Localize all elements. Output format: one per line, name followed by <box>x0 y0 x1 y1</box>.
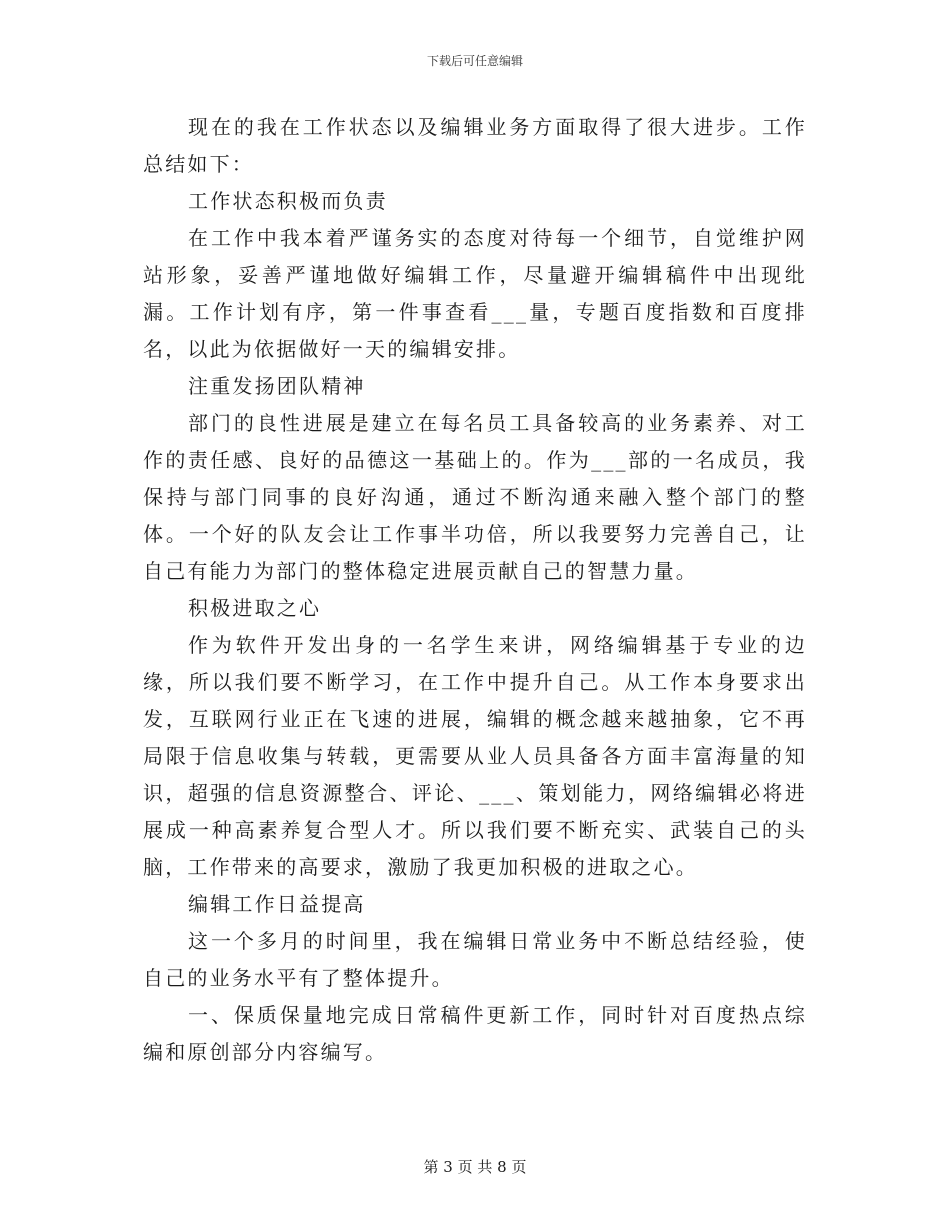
paragraph-editing-improvement: 这一个多月的时间里，我在编辑日常业务中不断总结经验，使自己的业务水平有了整体提升。 <box>143 929 807 990</box>
document-body <box>143 109 807 1071</box>
section-heading-team-spirit: 注重发扬团队精神 <box>188 374 366 398</box>
section-heading-enterprising: 积极进取之心 <box>188 596 322 620</box>
paragraph-enterprising: 作为软件开发出身的一名学生来讲，网络编辑基于专业的边缘，所以我们要不断学习，在工作中提升自己。从工作本身要求出发，互联网行业正在飞速的进展，编辑的概念越来越抽象，它不再局限于信息收集与转载，更需要从业人员具备各方面丰富海量的知识，超强的信息资源整合、评论、___、策划能力，网络编辑必将进展成一种高素养复合型人才。所以我们要不断充实、武装自己的头脑，工作带来的高要求，激励了我更加积极的进取之心。 <box>143 633 807 879</box>
page-footer: 第 3 页 共 8 页 <box>423 1158 527 1176</box>
paragraph-work-status: 在工作中我本着严谨务实的态度对待每一个细节，自觉维护网站形象，妥善严谨地做好编辑工作，尽量避开编辑稿件中出现纰漏。工作计划有序，第一件事查看___量，专题百度指数和百度排名，以此为依据做好一天的编辑安排。 <box>143 226 807 361</box>
page-header: 下载后可任意编辑 <box>426 54 523 68</box>
section-heading-editing-improvement: 编辑工作日益提高 <box>188 892 366 916</box>
paragraph-item-one: 一、保质保量地完成日常稿件更新工作，同时针对百度热点综编和原创部分内容编写。 <box>143 1003 807 1064</box>
paragraph-intro: 现在的我在工作状态以及编辑业务方面取得了很大进步。工作总结如下： <box>143 115 807 176</box>
paragraph-team-spirit: 部门的良性进展是建立在每名员工具备较高的业务素养、对工作的责任感、良好的品德这一基础上的。作为___部的一名成员，我保持与部门同事的良好沟通，通过不断沟通来融入整个部门的整体。一个好的队友会让工作事半功倍，所以我要努力完善自己，让自己有能力为部门的整体稳定进展贡献自己的智慧力量。 <box>143 411 807 583</box>
section-heading-work-status: 工作状态积极而负责 <box>188 189 388 213</box>
